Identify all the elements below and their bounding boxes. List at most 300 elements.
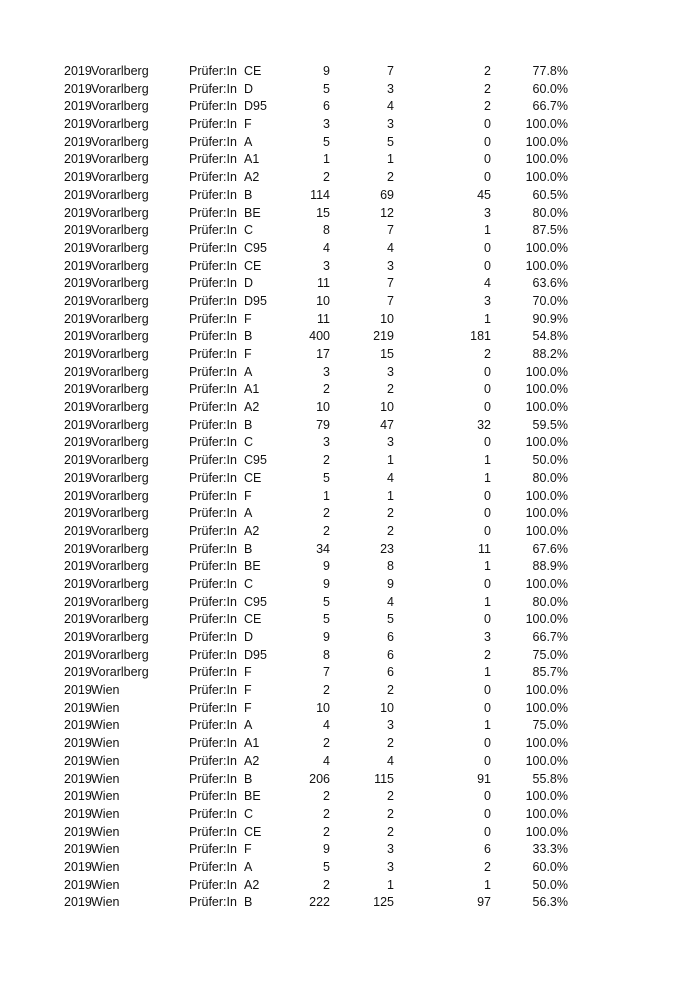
passed-count-cell: 4 <box>387 594 394 609</box>
total-count-cell: 2 <box>323 382 330 397</box>
region-cell: Wien <box>91 700 120 715</box>
license-class-cell: B <box>244 187 253 202</box>
failed-count-cell: 0 <box>484 576 491 591</box>
year-cell: 2019 <box>64 240 92 255</box>
failed-count-cell: 0 <box>484 117 491 132</box>
license-class-cell: A1 <box>244 152 260 167</box>
year-cell: 2019 <box>64 152 92 167</box>
total-count-cell: 2 <box>323 453 330 468</box>
license-class-cell: BE <box>244 205 261 220</box>
total-count-cell: 1 <box>323 152 330 167</box>
pass-rate-cell: 54.8% <box>532 329 568 344</box>
region-cell: Wien <box>91 842 120 857</box>
failed-count-cell: 0 <box>484 435 491 450</box>
year-cell: 2019 <box>64 895 92 910</box>
license-class-cell: D <box>244 630 254 644</box>
license-class-cell: B <box>244 541 253 556</box>
year-cell: 2019 <box>64 117 92 132</box>
failed-count-cell: 1 <box>484 223 491 238</box>
total-count-cell: 1 <box>323 488 330 503</box>
region-cell: Vorarlberg <box>91 576 149 591</box>
table-row <box>0 381 700 399</box>
total-count-cell: 2 <box>323 806 330 821</box>
passed-count-cell: 8 <box>387 559 394 574</box>
region-cell: Vorarlberg <box>91 612 149 627</box>
examiner-role-cell: Prüfer:In <box>189 400 237 415</box>
passed-count-cell: 9 <box>387 576 394 591</box>
license-class-cell: C95 <box>244 453 267 468</box>
table-row <box>0 647 700 665</box>
examiner-role-cell: Prüfer:In <box>189 311 237 326</box>
total-count-cell: 15 <box>316 205 330 220</box>
region-cell: Vorarlberg <box>91 152 149 167</box>
table-row <box>0 98 700 116</box>
failed-count-cell: 0 <box>484 134 491 149</box>
year-cell: 2019 <box>64 400 92 415</box>
region-cell: Vorarlberg <box>91 258 149 273</box>
examiner-role-cell: Prüfer:In <box>189 753 237 768</box>
pass-rate-cell: 55.8% <box>532 771 568 786</box>
passed-count-cell: 1 <box>387 488 394 503</box>
total-count-cell: 206 <box>309 771 330 786</box>
region-cell: Vorarlberg <box>91 541 149 556</box>
total-count-cell: 10 <box>316 700 330 715</box>
pass-rate-cell: 80.0% <box>532 594 568 609</box>
examiner-role-cell: Prüfer:In <box>189 806 237 821</box>
region-cell: Vorarlberg <box>91 64 149 78</box>
pass-rate-cell: 88.9% <box>532 559 568 574</box>
region-cell: Vorarlberg <box>91 223 149 238</box>
license-class-cell: D <box>244 276 254 291</box>
table-row <box>0 293 700 311</box>
total-count-cell: 2 <box>323 683 330 698</box>
passed-count-cell: 1 <box>387 152 394 167</box>
pass-rate-cell: 80.0% <box>532 470 568 485</box>
table-row <box>0 399 700 417</box>
region-cell: Vorarlberg <box>91 205 149 220</box>
pass-rate-cell: 56.3% <box>532 895 568 910</box>
region-cell: Wien <box>91 859 120 874</box>
total-count-cell: 10 <box>316 293 330 308</box>
failed-count-cell: 1 <box>484 594 491 609</box>
table-row <box>0 205 700 223</box>
year-cell: 2019 <box>64 647 92 662</box>
year-cell: 2019 <box>64 258 92 273</box>
examiner-role-cell: Prüfer:In <box>189 488 237 503</box>
table-row <box>0 806 700 824</box>
passed-count-cell: 3 <box>387 842 394 857</box>
failed-count-cell: 1 <box>484 718 491 733</box>
license-class-cell: C <box>244 806 254 821</box>
passed-count-cell: 4 <box>387 753 394 768</box>
year-cell: 2019 <box>64 594 92 609</box>
year-cell: 2019 <box>64 311 92 326</box>
pass-rate-cell: 100.0% <box>525 382 568 397</box>
year-cell: 2019 <box>64 877 92 892</box>
year-cell: 2019 <box>64 205 92 220</box>
passed-count-cell: 47 <box>380 417 394 432</box>
table-row <box>0 611 700 629</box>
failed-count-cell: 0 <box>484 258 491 273</box>
examiner-role-cell: Prüfer:In <box>189 223 237 238</box>
total-count-cell: 4 <box>323 753 330 768</box>
year-cell: 2019 <box>64 99 92 114</box>
region-cell: Vorarlberg <box>91 506 149 521</box>
license-class-cell: F <box>244 488 252 503</box>
examiner-role-cell: Prüfer:In <box>189 718 237 733</box>
license-class-cell: C95 <box>244 594 267 609</box>
examiner-role-cell: Prüfer:In <box>189 736 237 751</box>
examiner-role-cell: Prüfer:In <box>189 453 237 468</box>
pass-rate-cell: 75.0% <box>532 647 568 662</box>
table-row <box>0 488 700 506</box>
license-class-cell: A <box>244 506 253 521</box>
failed-count-cell: 97 <box>477 895 491 910</box>
pass-rate-cell: 67.6% <box>532 541 568 556</box>
license-class-cell: B <box>244 895 253 910</box>
passed-count-cell: 3 <box>387 859 394 874</box>
region-cell: Vorarlberg <box>91 453 149 468</box>
license-class-cell: F <box>244 311 252 326</box>
license-class-cell: F <box>244 683 252 698</box>
year-cell: 2019 <box>64 453 92 468</box>
passed-count-cell: 2 <box>387 683 394 698</box>
table-row <box>0 824 700 842</box>
pass-rate-cell: 50.0% <box>532 453 568 468</box>
region-cell: Vorarlberg <box>91 435 149 450</box>
year-cell: 2019 <box>64 435 92 450</box>
failed-count-cell: 0 <box>484 170 491 185</box>
license-class-cell: BE <box>244 789 261 804</box>
failed-count-cell: 1 <box>484 877 491 892</box>
passed-count-cell: 2 <box>387 170 394 185</box>
license-class-cell: BE <box>244 559 261 574</box>
year-cell: 2019 <box>64 700 92 715</box>
pass-rate-cell: 100.0% <box>525 400 568 415</box>
failed-count-cell: 0 <box>484 753 491 768</box>
license-class-cell: C95 <box>244 240 267 255</box>
region-cell: Wien <box>91 753 120 768</box>
examiner-role-cell: Prüfer:In <box>189 771 237 786</box>
examiner-role-cell: Prüfer:In <box>189 506 237 521</box>
pass-rate-cell: 66.7% <box>532 630 568 644</box>
passed-count-cell: 4 <box>387 240 394 255</box>
total-count-cell: 8 <box>323 223 330 238</box>
year-cell: 2019 <box>64 842 92 857</box>
passed-count-cell: 6 <box>387 647 394 662</box>
total-count-cell: 4 <box>323 718 330 733</box>
passed-count-cell: 1 <box>387 453 394 468</box>
total-count-cell: 10 <box>316 400 330 415</box>
region-cell: Vorarlberg <box>91 293 149 308</box>
license-class-cell: A2 <box>244 170 260 185</box>
failed-count-cell: 1 <box>484 665 491 680</box>
pass-rate-cell: 87.5% <box>532 223 568 238</box>
table-row <box>0 240 700 258</box>
region-cell: Vorarlberg <box>91 417 149 432</box>
license-class-cell: F <box>244 665 252 680</box>
year-cell: 2019 <box>64 81 92 96</box>
examiner-role-cell: Prüfer:In <box>189 683 237 698</box>
examiner-role-cell: Prüfer:In <box>189 134 237 149</box>
year-cell: 2019 <box>64 223 92 238</box>
examiner-role-cell: Prüfer:In <box>189 647 237 662</box>
examiner-role-cell: Prüfer:In <box>189 594 237 609</box>
total-count-cell: 9 <box>323 64 330 78</box>
pass-rate-cell: 100.0% <box>525 170 568 185</box>
pass-rate-cell: 50.0% <box>532 877 568 892</box>
passed-count-cell: 3 <box>387 435 394 450</box>
failed-count-cell: 0 <box>484 382 491 397</box>
region-cell: Vorarlberg <box>91 364 149 379</box>
year-cell: 2019 <box>64 789 92 804</box>
examiner-role-cell: Prüfer:In <box>189 435 237 450</box>
table-row <box>0 841 700 859</box>
table-row <box>0 558 700 576</box>
total-count-cell: 2 <box>323 824 330 839</box>
passed-count-cell: 3 <box>387 258 394 273</box>
failed-count-cell: 0 <box>484 612 491 627</box>
pass-rate-cell: 100.0% <box>525 258 568 273</box>
failed-count-cell: 0 <box>484 506 491 521</box>
pass-rate-cell: 88.2% <box>532 347 568 361</box>
region-cell: Vorarlberg <box>91 134 149 149</box>
total-count-cell: 17 <box>316 347 330 361</box>
passed-count-cell: 4 <box>387 470 394 485</box>
table-row <box>0 328 700 346</box>
table-row <box>0 452 700 470</box>
examiner-role-cell: Prüfer:In <box>189 470 237 485</box>
pass-rate-cell: 100.0% <box>525 700 568 715</box>
total-count-cell: 9 <box>323 842 330 857</box>
passed-count-cell: 5 <box>387 612 394 627</box>
license-class-cell: A2 <box>244 523 260 538</box>
table-row <box>0 505 700 523</box>
passed-count-cell: 10 <box>380 311 394 326</box>
year-cell: 2019 <box>64 417 92 432</box>
year-cell: 2019 <box>64 329 92 344</box>
passed-count-cell: 3 <box>387 117 394 132</box>
pass-rate-cell: 80.0% <box>532 205 568 220</box>
table-row <box>0 576 700 594</box>
region-cell: Vorarlberg <box>91 559 149 574</box>
examiner-role-cell: Prüfer:In <box>189 417 237 432</box>
examiner-role-cell: Prüfer:In <box>189 789 237 804</box>
table-row <box>0 434 700 452</box>
license-class-cell: D95 <box>244 293 267 308</box>
year-cell: 2019 <box>64 612 92 627</box>
year-cell: 2019 <box>64 859 92 874</box>
license-class-cell: A <box>244 718 253 733</box>
year-cell: 2019 <box>64 718 92 733</box>
year-cell: 2019 <box>64 134 92 149</box>
table-row <box>0 717 700 735</box>
pass-rate-cell: 100.0% <box>525 523 568 538</box>
pass-rate-cell: 100.0% <box>525 488 568 503</box>
region-cell: Vorarlberg <box>91 329 149 344</box>
total-count-cell: 34 <box>316 541 330 556</box>
total-count-cell: 2 <box>323 170 330 185</box>
year-cell: 2019 <box>64 523 92 538</box>
pass-rate-cell: 100.0% <box>525 753 568 768</box>
failed-count-cell: 0 <box>484 400 491 415</box>
region-cell: Wien <box>91 683 120 698</box>
passed-count-cell: 6 <box>387 665 394 680</box>
table-row <box>0 222 700 240</box>
region-cell: Wien <box>91 771 120 786</box>
pass-rate-cell: 33.3% <box>532 842 568 857</box>
failed-count-cell: 3 <box>484 630 491 644</box>
table-row <box>0 151 700 169</box>
failed-count-cell: 3 <box>484 293 491 308</box>
region-cell: Wien <box>91 718 120 733</box>
license-class-cell: F <box>244 117 252 132</box>
total-count-cell: 5 <box>323 134 330 149</box>
license-class-cell: A1 <box>244 736 260 751</box>
passed-count-cell: 2 <box>387 806 394 821</box>
region-cell: Vorarlberg <box>91 187 149 202</box>
license-class-cell: CE <box>244 258 262 273</box>
region-cell: Wien <box>91 824 120 839</box>
table-row <box>0 470 700 488</box>
failed-count-cell: 2 <box>484 99 491 114</box>
license-class-cell: CE <box>244 612 262 627</box>
pass-rate-cell: 66.7% <box>532 99 568 114</box>
examiner-role-cell: Prüfer:In <box>189 187 237 202</box>
passed-count-cell: 7 <box>387 276 394 291</box>
passed-count-cell: 115 <box>374 771 394 786</box>
table-row <box>0 134 700 152</box>
table-row <box>0 735 700 753</box>
pass-rate-cell: 60.0% <box>532 859 568 874</box>
pass-rate-cell: 100.0% <box>525 506 568 521</box>
failed-count-cell: 11 <box>478 541 491 556</box>
table-row <box>0 594 700 612</box>
total-count-cell: 2 <box>323 789 330 804</box>
failed-count-cell: 2 <box>484 647 491 662</box>
total-count-cell: 3 <box>323 117 330 132</box>
year-cell: 2019 <box>64 806 92 821</box>
region-cell: Vorarlberg <box>91 523 149 538</box>
failed-count-cell: 32 <box>477 417 491 432</box>
failed-count-cell: 1 <box>484 559 491 574</box>
region-cell: Vorarlberg <box>91 665 149 680</box>
total-count-cell: 5 <box>323 859 330 874</box>
total-count-cell: 400 <box>309 329 330 344</box>
region-cell: Wien <box>91 877 120 892</box>
examiner-role-cell: Prüfer:In <box>189 364 237 379</box>
table-row <box>0 771 700 789</box>
examiner-role-cell: Prüfer:In <box>189 64 237 78</box>
license-class-cell: C <box>244 435 254 450</box>
year-cell: 2019 <box>64 364 92 379</box>
license-class-cell: A <box>244 859 253 874</box>
license-class-cell: A2 <box>244 400 260 415</box>
total-count-cell: 6 <box>323 99 330 114</box>
pass-rate-cell: 100.0% <box>525 240 568 255</box>
table-row <box>0 753 700 771</box>
table-row <box>0 187 700 205</box>
table-row <box>0 364 700 382</box>
total-count-cell: 11 <box>317 311 330 326</box>
table-row <box>0 63 700 81</box>
examiner-role-cell: Prüfer:In <box>189 382 237 397</box>
failed-count-cell: 0 <box>484 683 491 698</box>
passed-count-cell: 3 <box>387 81 394 96</box>
region-cell: Vorarlberg <box>91 630 149 644</box>
failed-count-cell: 2 <box>484 859 491 874</box>
passed-count-cell: 2 <box>387 736 394 751</box>
year-cell: 2019 <box>64 771 92 786</box>
total-count-cell: 5 <box>323 612 330 627</box>
failed-count-cell: 1 <box>484 453 491 468</box>
pass-rate-cell: 100.0% <box>525 364 568 379</box>
passed-count-cell: 2 <box>387 523 394 538</box>
passed-count-cell: 125 <box>373 895 394 910</box>
pass-rate-cell: 60.0% <box>532 81 568 96</box>
region-cell: Vorarlberg <box>91 81 149 96</box>
total-count-cell: 2 <box>323 877 330 892</box>
pass-rate-cell: 59.5% <box>532 417 568 432</box>
total-count-cell: 114 <box>310 187 330 202</box>
pass-rate-cell: 77.8% <box>532 64 568 78</box>
examiner-role-cell: Prüfer:In <box>189 541 237 556</box>
total-count-cell: 3 <box>323 435 330 450</box>
examiner-role-cell: Prüfer:In <box>189 523 237 538</box>
failed-count-cell: 3 <box>484 205 491 220</box>
year-cell: 2019 <box>64 187 92 202</box>
pass-rate-cell: 60.5% <box>532 187 568 202</box>
examiner-role-cell: Prüfer:In <box>189 895 237 910</box>
year-cell: 2019 <box>64 293 92 308</box>
failed-count-cell: 1 <box>484 311 491 326</box>
pass-rate-cell: 70.0% <box>532 293 568 308</box>
license-class-cell: C <box>244 576 254 591</box>
year-cell: 2019 <box>64 64 92 78</box>
region-cell: Vorarlberg <box>91 382 149 397</box>
passed-count-cell: 3 <box>387 718 394 733</box>
region-cell: Vorarlberg <box>91 594 149 609</box>
license-class-cell: F <box>244 842 252 857</box>
table-row <box>0 541 700 559</box>
examiner-role-cell: Prüfer:In <box>189 205 237 220</box>
examiner-role-cell: Prüfer:In <box>189 842 237 857</box>
failed-count-cell: 91 <box>477 771 491 786</box>
failed-count-cell: 0 <box>484 364 491 379</box>
table-row <box>0 629 700 647</box>
table-row <box>0 346 700 364</box>
passed-count-cell: 1 <box>387 877 394 892</box>
region-cell: Vorarlberg <box>91 470 149 485</box>
failed-count-cell: 45 <box>477 187 491 202</box>
examiner-role-cell: Prüfer:In <box>189 276 237 291</box>
examiner-role-cell: Prüfer:In <box>189 576 237 591</box>
region-cell: Vorarlberg <box>91 311 149 326</box>
examiner-role-cell: Prüfer:In <box>189 665 237 680</box>
table-row <box>0 700 700 718</box>
examiner-role-cell: Prüfer:In <box>189 170 237 185</box>
table-row <box>0 417 700 435</box>
passed-count-cell: 6 <box>387 630 394 644</box>
passed-count-cell: 3 <box>387 364 394 379</box>
year-cell: 2019 <box>64 276 92 291</box>
failed-count-cell: 0 <box>484 523 491 538</box>
license-class-cell: D95 <box>244 99 267 114</box>
failed-count-cell: 0 <box>484 806 491 821</box>
passed-count-cell: 4 <box>387 99 394 114</box>
region-cell: Vorarlberg <box>91 276 149 291</box>
year-cell: 2019 <box>64 382 92 397</box>
